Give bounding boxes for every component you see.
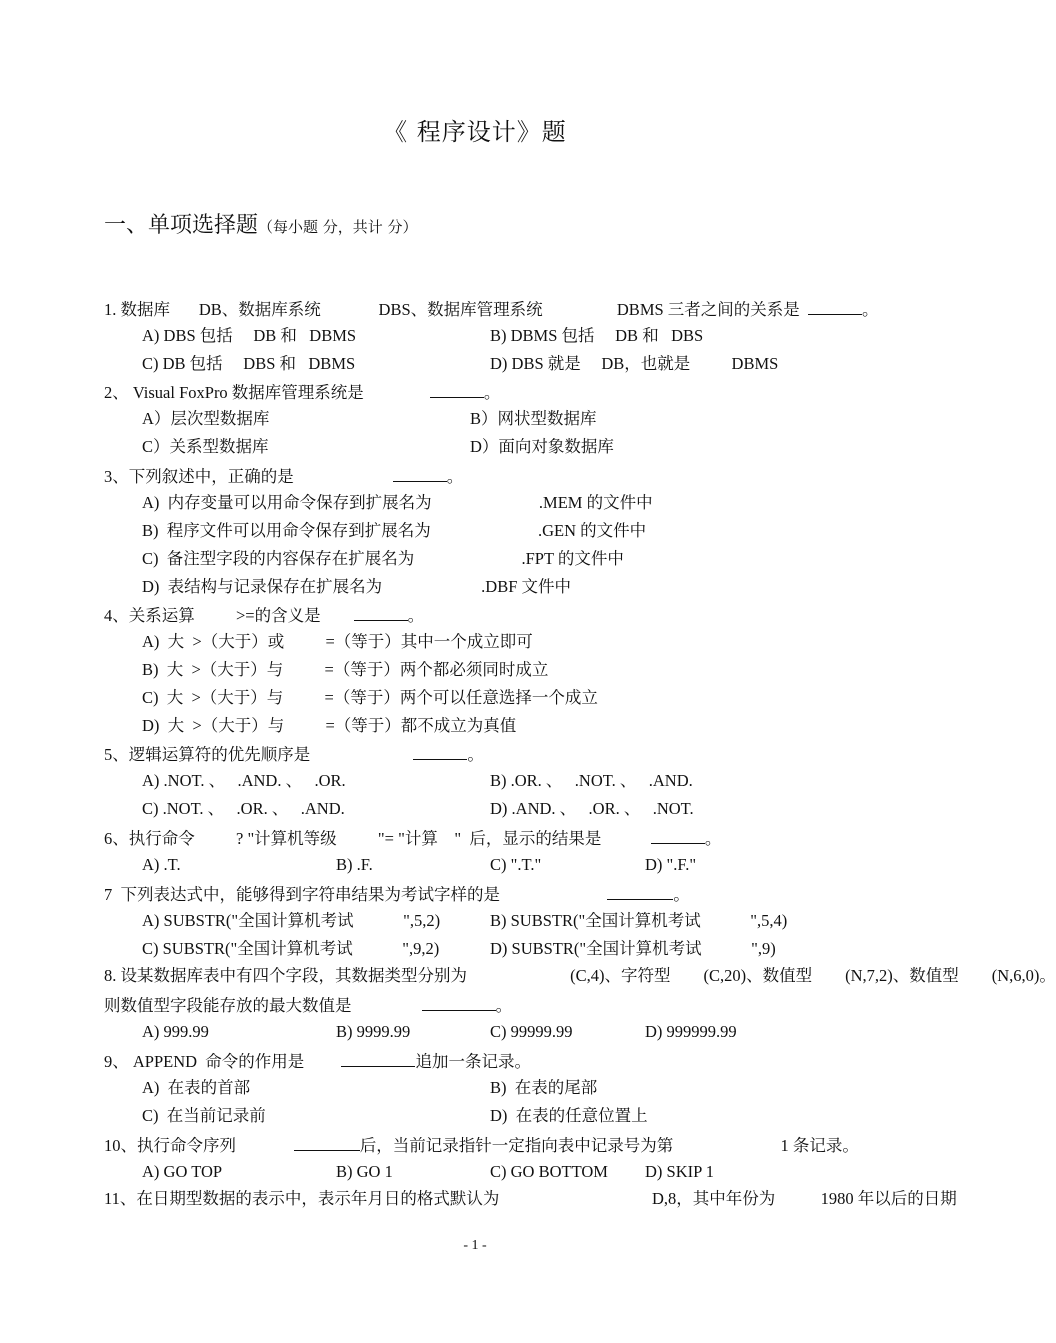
answer-blank xyxy=(651,827,705,844)
answer-blank xyxy=(422,994,496,1011)
question-8-option-b: B) 9999.99 xyxy=(336,1022,411,1041)
section-note: （每小题 分，共计 分） xyxy=(258,218,418,236)
question-10-option-a: A) GO TOP xyxy=(142,1162,223,1181)
question-11-stem: 11、在日期型数据的表示中，表示年月日的格式默认为 D,8，其中年份为 1980 年以后的日期 xyxy=(104,1189,957,1208)
question-9-option-d: D) 在表的任意位置上 xyxy=(490,1106,648,1125)
question-6-option-d: D) ".F." xyxy=(645,855,697,874)
question-1-option-c: C) DB 包括 DBS 和 DBMS xyxy=(142,354,356,373)
question-2-option-d: D）面向对象数据库 xyxy=(470,437,614,456)
question-5-option-d: D) .AND. 、 .OR. 、 .NOT. xyxy=(490,799,694,818)
question-2-option-a: A）层次型数据库 xyxy=(142,409,270,428)
question-7-option-c: C) SUBSTR("全国计算机考试 ",9,2) xyxy=(142,939,440,958)
answer-blank xyxy=(393,465,447,482)
question-9-stem: 9、 APPEND 命令的作用是 追加一条记录。 xyxy=(104,1052,531,1071)
question-6-option-b: B) .F. xyxy=(336,855,373,874)
question-2-option-b: B）网状型数据库 xyxy=(470,409,597,428)
answer-blank xyxy=(294,1134,360,1151)
question-7-option-d: D) SUBSTR("全国计算机考试 ",9) xyxy=(490,939,776,958)
question-8-option-a: A) 999.99 xyxy=(142,1022,209,1041)
question-1-option-a: A) DBS 包括 DB 和 DBMS xyxy=(142,326,357,345)
section-heading xyxy=(104,208,418,239)
question-10-option-b: B) GO 1 xyxy=(336,1162,393,1181)
question-8-stem-line-1: 8. 设某数据库表中有四个字段，其数据类型分别为 (C,4)、字符型 (C,20)、数值型 (N,7,2)、数值型 (N,6,0)。 xyxy=(104,966,1056,985)
question-7-stem: 7 下列表达式中，能够得到字符串结果为考试字样的是 。 xyxy=(104,885,690,904)
question-2-stem: 2、 Visual FoxPro 数据库管理系统是 。 xyxy=(104,383,501,402)
question-10-option-d: D) SKIP 1 xyxy=(645,1162,715,1181)
question-1-stem: 1. 数据库 DB、数据库系统 DBS、数据库管理系统 DBMS 三者之间的关系是 。 xyxy=(104,300,879,319)
question-5-option-a: A) .NOT. 、 .AND. 、 .OR. xyxy=(142,771,346,790)
answer-blank xyxy=(430,381,484,398)
document-title: 《 程序设计》题 xyxy=(383,118,567,146)
question-5-stem: 5、逻辑运算符的优先顺序是 。 xyxy=(104,745,484,764)
question-6-stem: 6、执行命令 ? "计算机等级 "= "计算 " 后，显示的结果是 。 xyxy=(104,829,722,848)
question-8-stem-line-2: 则数值型字段能存放的最大数值是 。 xyxy=(104,996,513,1015)
answer-blank xyxy=(354,604,408,621)
question-3-option-d: D) 表结构与记录保存在扩展名为 .DBF 文件中 xyxy=(142,577,572,596)
question-7-option-a: A) SUBSTR("全国计算机考试 ",5,2) xyxy=(142,911,441,930)
question-6-option-c: C) ".T." xyxy=(490,855,542,874)
question-7-option-b: B) SUBSTR("全国计算机考试 ",5,4) xyxy=(490,911,788,930)
answer-blank xyxy=(808,298,862,315)
question-3-option-c: C) 备注型字段的内容保存在扩展名为 .FPT 的文件中 xyxy=(142,549,624,568)
page-number: - 1 - xyxy=(463,1238,487,1253)
question-5-option-c: C) .NOT. 、 .OR. 、 .AND. xyxy=(142,799,345,818)
question-10-option-c: C) GO BOTTOM xyxy=(490,1162,608,1181)
answer-blank xyxy=(413,743,467,760)
question-3-option-b: B) 程序文件可以用命令保存到扩展名为 .GEN 的文件中 xyxy=(142,521,647,540)
question-8-option-d: D) 999999.99 xyxy=(645,1022,737,1041)
question-4-option-c: C) 大 >（大于）与 =（等于）两个可以任意选择一个成立 xyxy=(142,688,598,707)
question-4-option-a: A) 大 >（大于）或 =（等于）其中一个成立即可 xyxy=(142,632,533,651)
answer-blank xyxy=(341,1050,415,1067)
question-8-option-c: C) 99999.99 xyxy=(490,1022,573,1041)
question-9-option-b: B) 在表的尾部 xyxy=(490,1078,598,1097)
question-9-option-c: C) 在当前记录前 xyxy=(142,1106,266,1125)
question-3-option-a: A) 内存变量可以用命令保存到扩展名为 .MEM 的文件中 xyxy=(142,493,653,512)
section-title: 一、单项选择题 xyxy=(104,213,259,238)
question-4-option-b: B) 大 >（大于）与 =（等于）两个都必须同时成立 xyxy=(142,660,549,679)
question-2-option-c: C）关系型数据库 xyxy=(142,437,269,456)
question-1-option-d: D) DBS 就是 DB，也就是 DBMS xyxy=(490,354,779,373)
question-9-option-a: A) 在表的首部 xyxy=(142,1078,251,1097)
question-4-stem: 4、关系运算 >=的含义是 。 xyxy=(104,606,425,625)
question-6-option-a: A) .T. xyxy=(142,855,181,874)
question-10-stem: 10、执行命令序列 后，当前记录指针一定指向表中记录号为第 1 条记录。 xyxy=(104,1136,859,1155)
question-5-option-b: B) .OR. 、 .NOT. 、 .AND. xyxy=(490,771,693,790)
answer-blank xyxy=(607,883,673,900)
question-1-option-b: B) DBMS 包括 DB 和 DBS xyxy=(490,326,704,345)
question-4-option-d: D) 大 >（大于）与 =（等于）都不成立为真值 xyxy=(142,716,517,735)
question-3-stem: 3、下列叙述中，正确的是 。 xyxy=(104,467,464,486)
